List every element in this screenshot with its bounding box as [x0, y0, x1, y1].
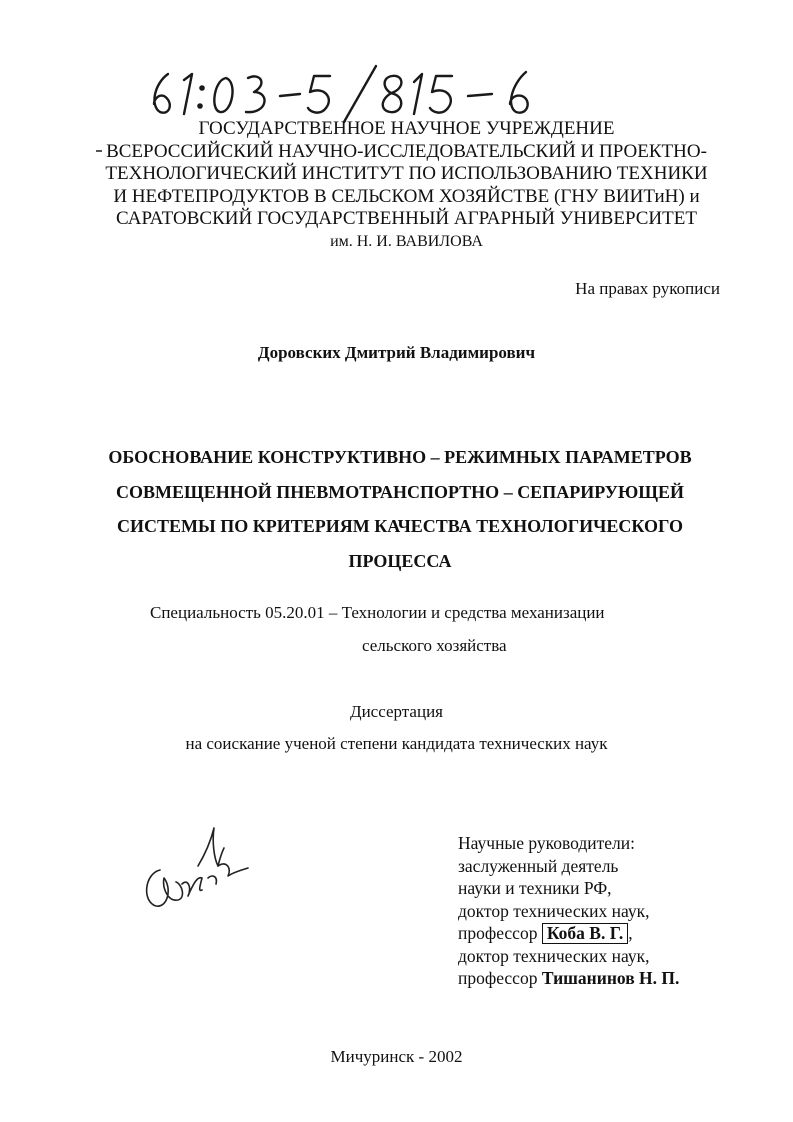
institution-line: ВСЕРОССИЙСКИЙ НАУЧНО-ИССЛЕДОВАТЕЛЬСКИЙ И ПРОЕКТНО- [106, 140, 707, 162]
handwritten-code-drawing [140, 62, 540, 124]
supervisor-title-line: науки и техники РФ, [458, 878, 612, 898]
supervisor-title-line: заслуженный деятель [458, 855, 619, 876]
supervisor-rank: профессор [458, 923, 538, 943]
author-name: Доровских Дмитрий Владимирович [257, 343, 536, 362]
dissertation-title [70, 440, 730, 578]
supervisor-name-line [458, 922, 679, 945]
dissertation-type: Диссертация [349, 702, 443, 721]
title-line: СИСТЕМЫ ПО КРИТЕРИЯМ КАЧЕСТВА ТЕХНОЛОГИЧЕСКОГО [117, 516, 683, 536]
institution-line: им. Н. И. ВАВИЛОВА [330, 232, 483, 250]
supervisor-title-line: доктор технических наук, [458, 945, 650, 966]
handwritten-signature [138, 818, 258, 918]
supervisor-rank: профессор [458, 968, 538, 988]
supervisor-name: Тишанинов Н. П. [541, 968, 680, 988]
title-line: ОБОСНОВАНИЕ КОНСТРУКТИВНО – РЕЖИМНЫХ ПАРАМЕТРОВ [108, 447, 692, 467]
punctuation: , [628, 923, 633, 943]
institution-line: И НЕФТЕПРОДУКТОВ В СЕЛЬСКОМ ХОЗЯЙСТВЕ (ГНУ ВИИТиН) и [113, 185, 700, 207]
specialty-line: сельского хозяйства [362, 636, 507, 655]
institution-block [40, 118, 773, 254]
city-year: Мичуринск - 2002 [330, 1047, 463, 1066]
title-line: СОВМЕЩЕННОЙ ПНЕВМОТРАНСПОРТНО – СЕПАРИРУЮЩЕЙ [115, 481, 684, 502]
handwritten-catalog-code [140, 62, 540, 124]
institution-line: ТЕХНОЛОГИЧЕСКИЙ ИНСТИТУТ ПО ИСПОЛЬЗОВАНИЮ ТЕХНИКИ [105, 163, 708, 185]
dissertation-degree: на соискание ученой степени кандидата технических наук [185, 734, 608, 753]
supervisor-title-line: доктор технических наук, [458, 900, 650, 921]
institution-line: ГОСУДАРСТВЕННОЕ НАУЧНОЕ УЧРЕЖДЕНИЕ [198, 118, 615, 139]
signature-drawing [138, 818, 258, 918]
rights-notice: На правах рукописи [575, 279, 720, 298]
supervisors-block [458, 832, 679, 990]
supervisor-name-line [458, 967, 679, 990]
specialty-line: Специальность 05.20.01 – Технологии и средства механизации [150, 603, 605, 622]
institution-line: САРАТОВСКИЙ ГОСУДАРСТВЕННЫЙ АГРАРНЫЙ УНИВЕРСИТЕТ [116, 208, 697, 230]
supervisors-heading: Научные руководители: [458, 833, 635, 853]
supervisor-name-boxed: Коба В. Г. [542, 923, 628, 944]
title-line: ПРОЦЕССА [348, 550, 452, 571]
